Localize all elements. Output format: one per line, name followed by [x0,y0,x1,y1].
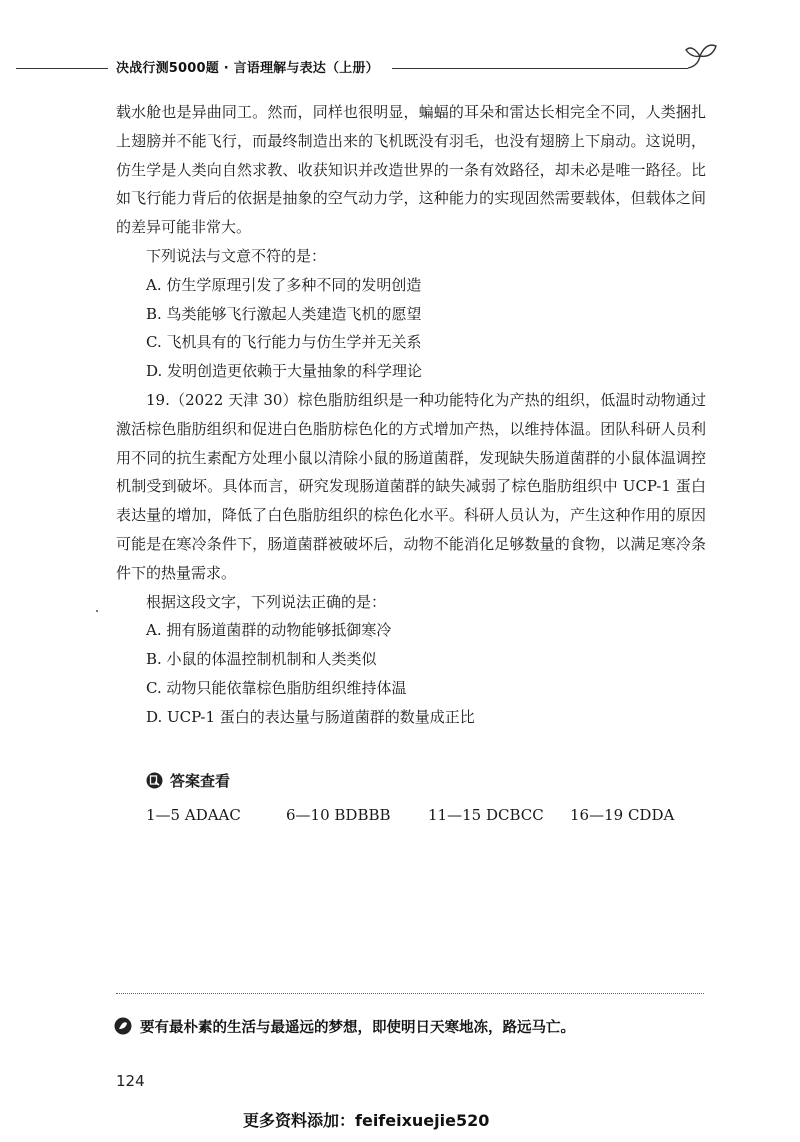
header-rule-right [392,68,688,69]
answer-heading-text: 答案查看 [170,772,231,790]
answer-group: 1—5 ADAAC [146,806,241,824]
answer-badge-icon [146,772,163,789]
motto-text: 要有最朴素的生活与最遥远的梦想，即使明日天寒地冻，路远马亡。 [140,1020,575,1036]
leaf-badge-icon [114,1017,132,1035]
answer-section-heading [146,770,230,791]
question-19-paragraph: 19.（2022 天津 30）棕色脂肪组织是一种功能特化为产热的组织，低温时动物通过激活棕色脂肪组织和促进白色脂肪棕色化的方式增加产热，以维持体温。团队科研人员利用不同的抗生素配方处理小鼠以清除小鼠的肠道菌群，发现缺失肠道菌群的小鼠体温调控机制受到破坏。具体而言，研究发现肠道菌群的缺失减弱了棕色脂肪组织中 UCP-1 蛋白表达量的增加，降低了白色脂肪组织的棕色化水平。科研人员认为，产生这种作用的原因可能是在寒冷条件下，肠道菌群被破坏后，动物不能消化足够数量的食物，以满足寒冷条件下的热量需求。 [116,390,706,582]
question-19-option-b: B. 小鼠的体温控制机制和人类类似 [146,650,377,669]
margin-mark [96,610,98,612]
answer-group: 6—10 BDBBB [286,806,391,824]
footer-contact-note: 更多资料添加：feifeixuejie520 [243,1111,490,1130]
sprout-icon [684,40,718,70]
question-18-option-a: A. 仿生学原理引发了多种不同的发明创造 [146,275,422,294]
page-number: 124 [116,1072,145,1090]
question-18-prompt: 下列说法与文意不符的是： [146,246,327,265]
question-18-option-c: C. 飞机具有的飞行能力与仿生学并无关系 [146,333,422,352]
question-body [116,98,706,732]
header-rule-left [16,68,108,69]
continued-paragraph: 载水舱也是异曲同工。然而，同样也很明显，蝙蝠的耳朵和雷达长相完全不同，人类捆扎上翅膀并不能飞行，而最终制造出来的飞机既没有羽毛，也没有翅膀上下扇动。这说明，仿生学是人类向自然求教、收获知识并改造世界的一条有效路径，却未必是唯一路径。比如飞行能力背后的依据是抽象的空气动力学，这种能力的实现固然需要载体，但载体之间的差异可能非常大。 [116,103,706,237]
question-19-option-c: C. 动物只能依靠棕色脂肪组织维持体温 [146,678,407,697]
question-18-option-b: B. 鸟类能够飞行激起人类建造飞机的愿望 [146,304,422,323]
answer-group: 16—19 CDDA [570,806,675,824]
question-19-option-d: D. UCP-1 蛋白的表达量与肠道菌群的数量成正比 [146,707,475,726]
answer-group: 11—15 DCBCC [428,806,544,824]
running-header-title: 决战行测5000题 · 言语理解与表达（上册） [116,61,379,76]
footer-dotted-rule [116,993,704,994]
question-19-prompt: 根据这段文字，下列说法正确的是： [146,592,387,611]
question-18-option-d: D. 发明创造更依赖于大量抽象的科学理论 [146,362,423,381]
question-19-option-a: A. 拥有肠道菌群的动物能够抵御寒冷 [146,621,392,640]
